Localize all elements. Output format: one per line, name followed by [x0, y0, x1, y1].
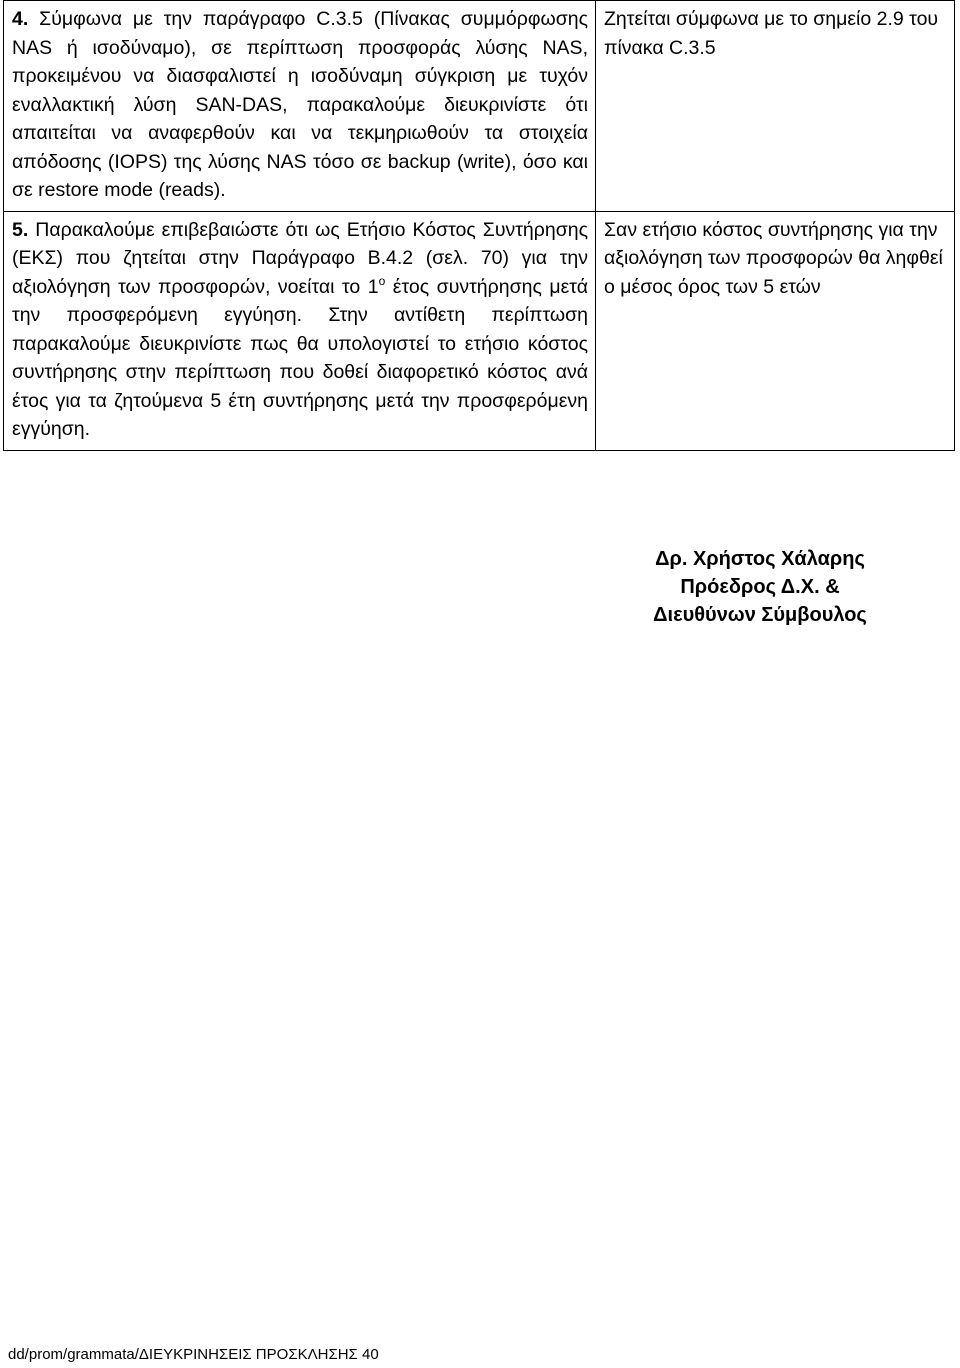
question-text-continued: έτος συντήρησης μετά την προσφερόμενη εγγύηση. Στην αντίθετη περίπτωση παρακαλούμε διευκρινίστε πως θα υπολογιστεί το ετήσιο κόστος συντήρησης στην περίπτωση που δοθεί διαφορετικό κόστος ανά έτος για τα ζητούμενα 5 έτη συντήρησης μετά την προσφερόμενη εγγύηση.: [12, 275, 588, 440]
table-row: [4, 211, 955, 450]
footer-path: dd/prom/grammata/ΔΙΕΥΚΡΙΝΗΣΕΙΣ ΠΡΟΣΚΛΗΣΗΣ 40: [8, 1346, 379, 1363]
ordinal-superscript: ο: [378, 273, 386, 288]
signatory-role: Διευθύνων Σύμβουλος: [653, 604, 867, 626]
item-number: 4.: [12, 8, 29, 30]
answer-text: Σαν ετήσιο κόστος συντήρησης για την αξιολόγηση των προσφορών θα ληφθεί ο μέσος όρος των 5 ετών: [604, 218, 943, 298]
signatory-title: Πρόεδρος Δ.Χ. &: [680, 576, 840, 598]
question-text: Παρακαλούμε επιβεβαιώστε ότι ως Ετήσιο Κόστος Συντήρησης (ΕΚΣ) που ζητείται στην Παράγραφο Β.4.2 (σελ. 70) για την αξιολόγηση των προσφορών, νοείται το 1: [12, 218, 588, 298]
question-cell: [4, 1, 596, 212]
answer-cell: [596, 211, 955, 450]
answer-text: Ζητείται σύμφωνα με το σημείο 2.9 του πίνακα C.3.5: [604, 8, 939, 59]
clarifications-table: [3, 0, 955, 451]
item-number: 5.: [12, 218, 29, 241]
table-row: [4, 1, 955, 212]
answer-cell: [596, 1, 955, 212]
question-cell: [4, 211, 596, 450]
question-text: Σύμφωνα με την παράγραφο C.3.5 (Πίνακας συμμόρφωσης NAS ή ισοδύναμο), σε περίπτωση προσφοράς λύσης NAS, προκειμένου να διασφαλιστεί η ισοδύναμη σύγκριση με τυχόν εναλλακτική λύση SAN-DAS, παρακαλούμε διευκρινίστε ότι απαιτείται να αναφερθούν και να τεκμηριωθούν τα στοιχεία απόδοσης (IOPS) της λύσης NAS τόσο σε backup (write), όσο και σε restore mode (reads).: [12, 8, 589, 201]
signature-block: [560, 545, 960, 629]
signatory-name: Δρ. Χρήστος Χάλαρης: [655, 548, 865, 570]
